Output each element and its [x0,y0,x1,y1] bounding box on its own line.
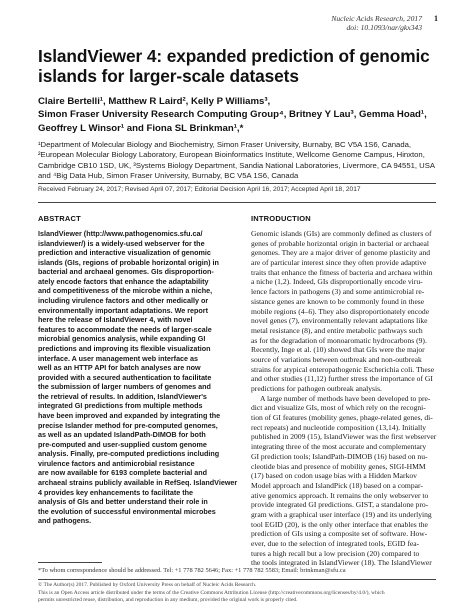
abstract-line: analysis. Finally, pre-computed predictions including [38,449,220,459]
affiliation-line: Cambridge CB10 1SD, UK, ³Systems Biology Department, Sandia National Laboratories, Livermore, CA 94551, USA [38,160,435,170]
intro-line: Genomic islands (GIs) are commonly defined as clusters of [251,229,432,238]
page-number: 1 [434,14,438,23]
abstract-line: as well as an updated IslandPath-DIMOB for both [38,430,206,440]
author-line: Simon Fraser University Research Computing Group⁴, Britney Y Lau³, Gemma Hoad¹, [38,109,427,121]
abstract-line: bacterial and archaeal genomes. GIs disproportion- [38,267,214,277]
intro-line: tion of GI features (mobility genes, phage-related genes, di- [251,413,433,423]
abstract-line: virulence factors and antimicrobial resistance [38,458,195,468]
author-list [38,95,448,135]
abstract-line: islands (GIs, regions of probable horizontal origin) in [38,257,219,267]
introduction-heading: INTRODUCTION [251,214,311,223]
abstract-line: and pathogens. [38,516,92,526]
intro-line: provide integrated GI predictions. GIST, a standalone pro- [251,500,429,510]
abstract-line: well as an HTTP API for batch analyses are now [38,363,201,373]
paper-title: IslandViewer 4: expanded prediction of genomic islands for larger-scale datasets [38,46,430,86]
intro-line: as for the degradation of monoaromatic hydrocarbons (9). [251,335,427,345]
affiliation-line: and ⁴Big Data Hub, Simon Fraser University, Burnaby, BC V5A 1S6, Canada [38,170,299,180]
abstract-line: prediction and interactive visualization of genomic [38,248,211,258]
affiliation-line: ²European Molecular Biology Laboratory, European Bioinformatics Institute, Wellcome Genome Campus, Hinxton, [38,150,425,160]
abstract-line: ately encode factors that enhance the adaptability [38,276,209,286]
intro-line: Recently, Inge et al. (10) showed that GIs were the major [251,345,425,355]
affiliation-line: ¹Department of Molecular Biology and Biochemistry, Simon Fraser University, Burnaby, BC V5A 1S6, Canada, [38,140,412,149]
abstract-line: islandviewer/) is a widely-used webserver for the [38,238,205,248]
intro-line: rect repeats) and nucleotide composition (13,14). Initially [251,422,427,432]
intro-line: lence factors in pathogens (3) and some antimicrobial re- [251,287,425,297]
abstract-line: are now available for 6193 complete bacterial and [38,468,207,478]
correspondence-footnote: *To whom correspondence should be addressed. Tel: +1 778 782 5646; Fax: +1 778 782 5583; Email: brinkman@sfu.ca [38,567,346,574]
intro-line: (17) based on codon usage bias with a Hidden Markov [251,471,417,481]
author-line: Claire Bertelli¹, Matthew R Laird², Kelly P Williams³, [38,96,271,107]
abstract-line: the evolution of successful environmental microbes [38,506,216,516]
license-text: permits unrestricted reuse, distribution, and reproduction in any medium, provided the original work is properly cited. [38,597,298,603]
abstract-line: pre-computed and user-supplied custom genome [38,439,207,449]
abstract-line: IslandViewer (http://www.pathogenomics.sfu.ca/ [38,229,203,238]
introduction-body [251,229,437,568]
abstract-line: analysis of GIs and better understand their role in [38,497,208,507]
intro-line: A large number of methods have been developed to pre- [260,393,431,403]
intro-line: sistance genes are known to be commonly found in these [251,296,425,306]
abstract-line: the retrieval of results. In addition, IslandViewer's [38,391,207,401]
abstract-line: here the release of IslandViewer 4, with novel [38,315,193,325]
journal-citation: Nucleic Acids Research, 2017 [331,14,422,23]
intro-line: dict and visualize GIs, most of which rely on the recogni- [251,403,426,413]
intro-line: GI prediction tools; IslandPath-DIMOB (16) based on nu- [251,451,428,461]
abstract-line: predictions and improving its flexible visualization [38,343,211,353]
intro-line: novel genes (7), environmentally relevant adaptations like [251,316,428,326]
license-text: This is an Open Access article distributed under the terms of the Creative Commons Attribution License (http://creativecommons.org/licenses/by/4.0/), which [38,590,385,596]
intro-line: metal resistance (8), and entire metabolic pathways such [251,325,423,335]
abstract-line: 4 provides key enhancements to facilitate the [38,487,193,497]
intro-line: published in 2009 (15), IslandViewer was the first webserver [251,432,437,442]
intro-line: genes of probable horizontal origin in bacterial or archaeal [251,238,429,248]
intro-line: genomes. They are a major driver of genome plasticity and [251,248,431,258]
intro-paragraph [251,229,437,394]
abstract-line: provided with a secured authentication to facilitate [38,372,212,382]
intro-line: source of variations between outbreak and non-outbreak [251,354,422,364]
intro-line: predictions for pathogen outbreak analysis. [251,384,382,393]
intro-line: integrating three of the most accurate and complementary [251,442,427,452]
abstract-line: the submission of larger numbers of genomes and [38,382,211,392]
intro-line: prediction of GIs using a composite set of software. How- [251,529,428,539]
intro-paragraph [251,394,437,568]
intro-line: and other studies (11,12) further stress the importance of GI [251,374,433,384]
intro-line: mobile regions (4–6). They also disproportionately encode [251,306,430,316]
intro-line: cleotide bias and presence of mobility genes, SIGI-HMM [251,461,426,471]
intro-line: gram with a graphical user interface (19) and its underlying [251,509,432,519]
abstract-line: archaeal strains publicly available in RefSeq. IslandViewer [38,478,238,488]
intro-line: are of particular interest since they often provide adaptive [251,258,427,268]
copyright-notice: © The Author(s) 2017. Published by Oxford University Press on behalf of Nucleic Acids Research. [38,582,257,588]
abstract-line: features to accommodate the needs of larger-scale [38,324,212,334]
intro-line: tool EGID (20), is the only other interface that enables the [251,519,428,529]
abstract-line: environmentally important adaptations. We report [38,305,208,315]
divider [38,202,436,203]
intro-line: Model approach and IslandPick (18) based on a compar- [251,480,423,490]
abstract-line: interface. A user management web interface as [38,353,199,363]
abstract-line: have been improved and expanded by integrating the [38,410,221,420]
journal-header [331,14,422,33]
divider [38,579,436,580]
intro-line: tures a high recall but a low precision (20) compared to [251,548,420,558]
abstract-heading: ABSTRACT [38,214,81,223]
affiliations [38,140,448,181]
author-line: Geoffrey L Winsor¹ and Fiona SL Brinkman¹,* [38,122,244,134]
divider [38,183,436,184]
intro-line: strains for atypical enteropathogenic Escherichia coli. These [251,364,435,374]
intro-line: traits that enhance the fitness of bacteria and archaea within [251,267,433,277]
abstract-line: including virulence factors and other medically or [38,296,209,306]
intro-line: the tools integrated in IslandViewer (18). The IslandViewer [251,558,432,568]
doi-link[interactable]: doi: 10.1093/nar/gkx343 [346,23,422,33]
abstract-line: microbial genomics analysis, while expanding GI [38,334,206,344]
abstract-line: precise Islander method for pre-computed genomes, [38,420,218,430]
abstract-line: integrated GI predictions from multiple methods [38,401,203,411]
intro-line: ative genomics approach. It remains the only webserver to [251,490,429,500]
abstract-line: and competitiveness of the microbe within a niche, [38,286,213,296]
intro-line: a niche (1,2). Indeed, GIs disproportionally encode viru- [251,277,423,287]
footnote-rule [38,562,102,563]
abstract-body [38,229,238,526]
intro-line: ever, due to the selection of integrated tools, EGID fea- [251,539,420,548]
publication-dates: Received February 24, 2017; Revised April 07, 2017; Editorial Decision April 16, 2017; Accepted April 18, 2017 [38,186,361,193]
